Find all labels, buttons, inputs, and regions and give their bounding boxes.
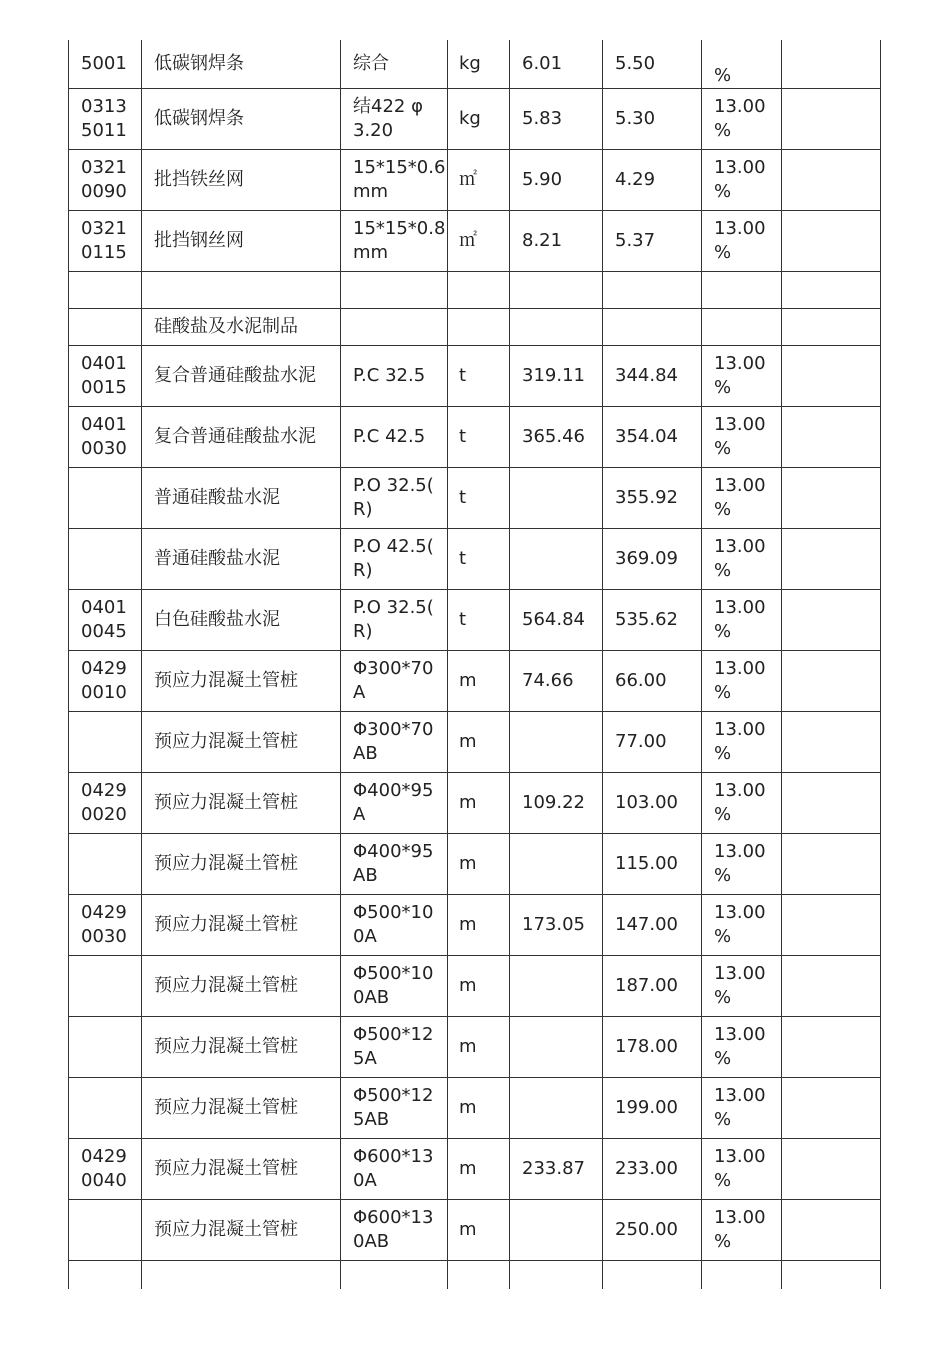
table-row: [69, 309, 881, 346]
price-with-tax-cell: 233.87: [510, 1139, 603, 1200]
price-with-tax-cell: [510, 1261, 603, 1289]
remark-cell: [782, 956, 881, 1017]
remark-cell: [782, 895, 881, 956]
material-code-cell: 0401 0030: [69, 407, 142, 468]
remark-cell: [782, 834, 881, 895]
unit-cell: kg: [448, 40, 510, 89]
table-row: [69, 346, 881, 407]
material-code-cell: 0321 0115: [69, 211, 142, 272]
remark-cell: [782, 1017, 881, 1078]
material-name-cell: 预应力混凝土管桩: [142, 712, 341, 773]
price-without-tax-cell: 250.00: [603, 1200, 702, 1261]
material-code-cell: [69, 309, 142, 346]
tax-rate-cell: 13.00 %: [702, 529, 782, 590]
unit-cell: t: [448, 529, 510, 590]
unit-cell: m: [448, 1017, 510, 1078]
material-name-cell: 低碳钢焊条: [142, 89, 341, 150]
price-without-tax-cell: [603, 1261, 702, 1289]
price-without-tax-cell: 233.00: [603, 1139, 702, 1200]
price-without-tax-cell: 344.84: [603, 346, 702, 407]
material-code-cell: 0429 0010: [69, 651, 142, 712]
price-without-tax-cell: 178.00: [603, 1017, 702, 1078]
price-with-tax-cell: [510, 956, 603, 1017]
material-spec-cell: Φ500*12 5AB: [341, 1078, 448, 1139]
tax-rate-cell: 13.00 %: [702, 712, 782, 773]
tax-rate-cell: 13.00 %: [702, 651, 782, 712]
material-code-cell: [69, 1017, 142, 1078]
tax-rate-cell: 13.00 %: [702, 346, 782, 407]
remark-cell: [782, 773, 881, 834]
material-name-cell: 普通硅酸盐水泥: [142, 468, 341, 529]
material-code-cell: [69, 1261, 142, 1289]
price-with-tax-cell: [510, 1078, 603, 1139]
material-spec-cell: 15*15*0.8 mm: [341, 211, 448, 272]
remark-cell: [782, 1078, 881, 1139]
material-name-cell: 复合普通硅酸盐水泥: [142, 407, 341, 468]
material-spec-cell: 综合: [341, 40, 448, 89]
price-without-tax-cell: 103.00: [603, 773, 702, 834]
unit-cell: ㎡: [448, 211, 510, 272]
table-row: [69, 1139, 881, 1200]
table-row: [69, 773, 881, 834]
unit-cell: t: [448, 590, 510, 651]
material-name-cell: 预应力混凝土管桩: [142, 1017, 341, 1078]
tax-rate-cell: 13.00 %: [702, 468, 782, 529]
material-code-cell: 0321 0090: [69, 150, 142, 211]
material-spec-cell: Φ400*95 A: [341, 773, 448, 834]
table-row: [69, 956, 881, 1017]
material-spec-cell: 结422 φ 3.20: [341, 89, 448, 150]
material-code-cell: 0401 0015: [69, 346, 142, 407]
remark-cell: [782, 211, 881, 272]
unit-cell: t: [448, 468, 510, 529]
price-without-tax-cell: [603, 309, 702, 346]
material-name-cell: [142, 272, 341, 309]
unit-cell: m: [448, 1078, 510, 1139]
price-with-tax-cell: 319.11: [510, 346, 603, 407]
table-row: [69, 211, 881, 272]
price-with-tax-cell: [510, 309, 603, 346]
table-row: [69, 272, 881, 309]
tax-rate-cell: 13.00 %: [702, 89, 782, 150]
remark-cell: [782, 150, 881, 211]
price-with-tax-cell: 6.01: [510, 40, 603, 89]
tax-rate-cell: 13.00 %: [702, 407, 782, 468]
table-row: [69, 1200, 881, 1261]
table-row: [69, 468, 881, 529]
unit-cell: m: [448, 956, 510, 1017]
remark-cell: [782, 1139, 881, 1200]
price-with-tax-cell: 5.90: [510, 150, 603, 211]
material-name-cell: 预应力混凝土管桩: [142, 1200, 341, 1261]
material-code-cell: 0429 0030: [69, 895, 142, 956]
price-with-tax-cell: 8.21: [510, 211, 603, 272]
unit-cell: [448, 309, 510, 346]
material-spec-cell: P.O 42.5( R): [341, 529, 448, 590]
tax-rate-cell: 13.00 %: [702, 590, 782, 651]
price-without-tax-cell: 4.29: [603, 150, 702, 211]
material-name-cell: 复合普通硅酸盐水泥: [142, 346, 341, 407]
price-with-tax-cell: [510, 712, 603, 773]
unit-cell: m: [448, 1139, 510, 1200]
material-spec-cell: P.O 32.5( R): [341, 468, 448, 529]
price-without-tax-cell: 147.00: [603, 895, 702, 956]
unit-cell: m: [448, 773, 510, 834]
remark-cell: [782, 272, 881, 309]
material-code-cell: 5001: [69, 40, 142, 89]
material-name-cell: 预应力混凝土管桩: [142, 956, 341, 1017]
price-table-container: [68, 40, 880, 1289]
material-spec-cell: Φ400*95 AB: [341, 834, 448, 895]
table-row: [69, 1078, 881, 1139]
remark-cell: [782, 529, 881, 590]
material-spec-cell: [341, 309, 448, 346]
tax-rate-cell: 13.00 %: [702, 773, 782, 834]
remark-cell: [782, 40, 881, 89]
material-spec-cell: Φ500*10 0AB: [341, 956, 448, 1017]
price-without-tax-cell: 354.04: [603, 407, 702, 468]
material-code-cell: 0401 0045: [69, 590, 142, 651]
material-code-cell: [69, 1200, 142, 1261]
material-code-cell: [69, 834, 142, 895]
material-spec-cell: P.O 32.5( R): [341, 590, 448, 651]
price-without-tax-cell: 115.00: [603, 834, 702, 895]
material-code-cell: [69, 529, 142, 590]
unit-cell: m: [448, 834, 510, 895]
price-without-tax-cell: 5.50: [603, 40, 702, 89]
material-code-cell: [69, 956, 142, 1017]
material-name-cell: 批挡钢丝网: [142, 211, 341, 272]
remark-cell: [782, 651, 881, 712]
material-name-cell: 预应力混凝土管桩: [142, 895, 341, 956]
price-with-tax-cell: [510, 1017, 603, 1078]
material-name-cell: 预应力混凝土管桩: [142, 834, 341, 895]
price-with-tax-cell: [510, 272, 603, 309]
price-without-tax-cell: 5.37: [603, 211, 702, 272]
unit-cell: [448, 1261, 510, 1289]
material-spec-cell: Φ300*70 AB: [341, 712, 448, 773]
table-row: [69, 407, 881, 468]
unit-cell: m: [448, 651, 510, 712]
remark-cell: [782, 590, 881, 651]
remark-cell: [782, 1261, 881, 1289]
table-row: [69, 712, 881, 773]
material-spec-cell: Φ600*13 0A: [341, 1139, 448, 1200]
unit-cell: t: [448, 346, 510, 407]
tax-rate-cell: 13.00 %: [702, 834, 782, 895]
material-code-cell: 0429 0020: [69, 773, 142, 834]
material-spec-cell: 15*15*0.6 mm: [341, 150, 448, 211]
material-name-cell: 普通硅酸盐水泥: [142, 529, 341, 590]
material-spec-cell: P.C 42.5: [341, 407, 448, 468]
remark-cell: [782, 712, 881, 773]
price-without-tax-cell: 199.00: [603, 1078, 702, 1139]
remark-cell: [782, 1200, 881, 1261]
tax-rate-cell: %: [702, 40, 782, 89]
tax-rate-cell: [702, 1261, 782, 1289]
remark-cell: [782, 309, 881, 346]
table-body: [69, 40, 881, 1289]
table-row: [69, 150, 881, 211]
material-spec-cell: Φ300*70 A: [341, 651, 448, 712]
material-code-cell: [69, 1078, 142, 1139]
table-row: [69, 40, 881, 89]
unit-cell: m: [448, 1200, 510, 1261]
price-with-tax-cell: [510, 468, 603, 529]
material-spec-cell: P.C 32.5: [341, 346, 448, 407]
unit-cell: m: [448, 895, 510, 956]
material-name-cell: 白色硅酸盐水泥: [142, 590, 341, 651]
price-without-tax-cell: 355.92: [603, 468, 702, 529]
tax-rate-cell: 13.00 %: [702, 1078, 782, 1139]
price-without-tax-cell: [603, 272, 702, 309]
price-without-tax-cell: 369.09: [603, 529, 702, 590]
table-row: [69, 590, 881, 651]
unit-cell: t: [448, 407, 510, 468]
unit-cell: m: [448, 712, 510, 773]
price-without-tax-cell: 187.00: [603, 956, 702, 1017]
material-code-cell: [69, 468, 142, 529]
tax-rate-cell: [702, 272, 782, 309]
price-with-tax-cell: 365.46: [510, 407, 603, 468]
tax-rate-cell: 13.00 %: [702, 211, 782, 272]
price-with-tax-cell: [510, 1200, 603, 1261]
table-row: [69, 895, 881, 956]
tax-rate-cell: 13.00 %: [702, 1139, 782, 1200]
material-code-cell: 0429 0040: [69, 1139, 142, 1200]
price-with-tax-cell: 564.84: [510, 590, 603, 651]
material-spec-cell: Φ500*10 0A: [341, 895, 448, 956]
material-spec-cell: [341, 1261, 448, 1289]
table-row: [69, 834, 881, 895]
price-with-tax-cell: [510, 529, 603, 590]
remark-cell: [782, 468, 881, 529]
remark-cell: [782, 89, 881, 150]
material-name-cell: 预应力混凝土管桩: [142, 773, 341, 834]
remark-cell: [782, 407, 881, 468]
tax-rate-cell: 13.00 %: [702, 1017, 782, 1078]
material-name-cell: 预应力混凝土管桩: [142, 1139, 341, 1200]
tax-rate-cell: 13.00 %: [702, 895, 782, 956]
material-code-cell: [69, 272, 142, 309]
price-table: [68, 40, 881, 1289]
price-without-tax-cell: 66.00: [603, 651, 702, 712]
price-with-tax-cell: 173.05: [510, 895, 603, 956]
unit-cell: [448, 272, 510, 309]
material-name-cell: 预应力混凝土管桩: [142, 1078, 341, 1139]
material-name-cell: [142, 1261, 341, 1289]
price-without-tax-cell: 77.00: [603, 712, 702, 773]
table-row: [69, 529, 881, 590]
table-row: [69, 1017, 881, 1078]
price-without-tax-cell: 5.30: [603, 89, 702, 150]
table-row: [69, 89, 881, 150]
price-with-tax-cell: [510, 834, 603, 895]
material-code-cell: 0313 5011: [69, 89, 142, 150]
tax-rate-cell: 13.00 %: [702, 1200, 782, 1261]
material-spec-cell: Φ500*12 5A: [341, 1017, 448, 1078]
material-name-cell: 预应力混凝土管桩: [142, 651, 341, 712]
material-name-cell: 低碳钢焊条: [142, 40, 341, 89]
price-with-tax-cell: 5.83: [510, 89, 603, 150]
material-code-cell: [69, 712, 142, 773]
table-row: [69, 651, 881, 712]
material-name-cell: 批挡铁丝网: [142, 150, 341, 211]
material-spec-cell: Φ600*13 0AB: [341, 1200, 448, 1261]
price-with-tax-cell: 74.66: [510, 651, 603, 712]
unit-cell: kg: [448, 89, 510, 150]
remark-cell: [782, 346, 881, 407]
price-with-tax-cell: 109.22: [510, 773, 603, 834]
tax-rate-cell: [702, 309, 782, 346]
tax-rate-cell: 13.00 %: [702, 956, 782, 1017]
table-row: [69, 1261, 881, 1289]
tax-rate-cell: 13.00 %: [702, 150, 782, 211]
price-without-tax-cell: 535.62: [603, 590, 702, 651]
unit-cell: ㎡: [448, 150, 510, 211]
material-name-cell: 硅酸盐及水泥制品: [142, 309, 341, 346]
material-spec-cell: [341, 272, 448, 309]
